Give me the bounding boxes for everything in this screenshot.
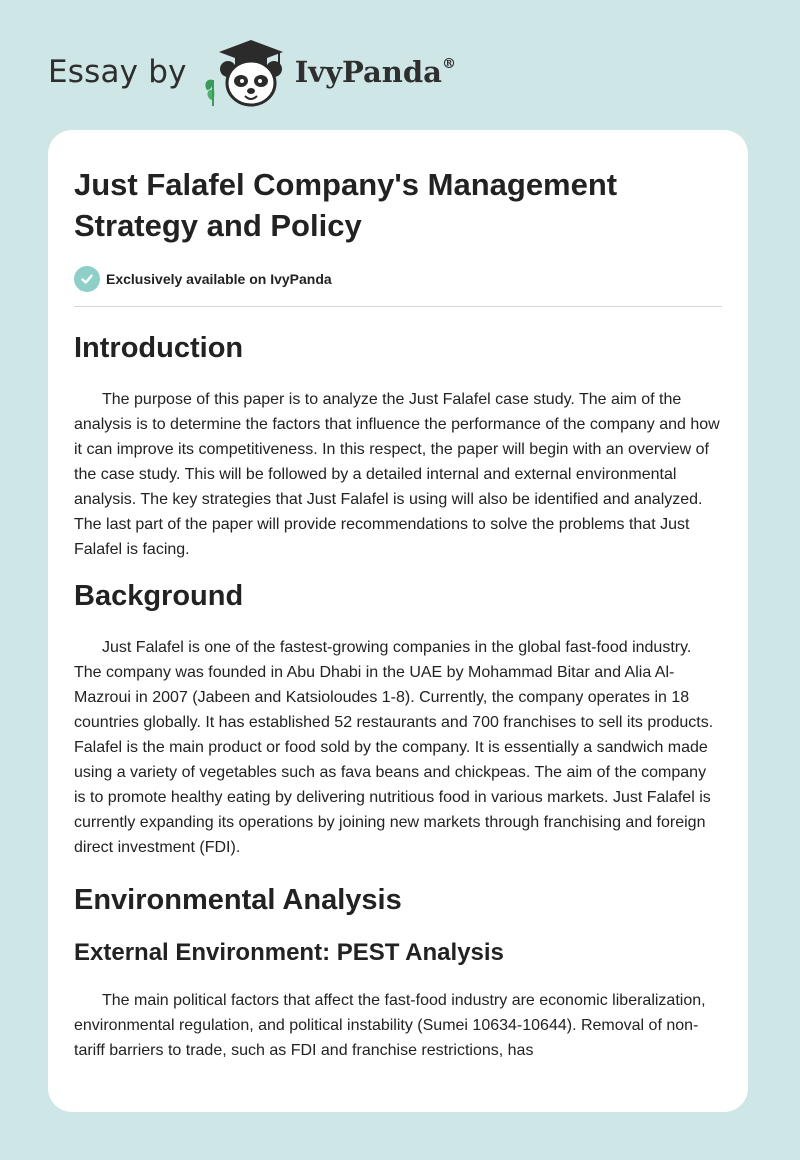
- exclusive-badge: [74, 266, 722, 292]
- heading-introduction: Introduction: [74, 332, 244, 364]
- paragraph-pest-analysis: The main political factors that affect the fast-food industry are economic liberalization, environmental regulation, and political instability (Sumei 10634-10644). Removal of non-tariff barriers to trade, such as FDI and franchise restrictions, has: [74, 992, 706, 1059]
- essay-card: [48, 130, 748, 1112]
- page-title: Just Falafel Company's Management Strategy and Policy: [74, 167, 618, 243]
- paragraph-introduction: The purpose of this paper is to analyze the Just Falafel case study. The aim of the analysis is to determine the factors that influence the performance of the company and how it can improve its competitiveness. In this respect, the paper will begin with an overview of the case study. This will be followed by a detailed internal and external environmental analysis. The key strategies that Just Falafel is using will also be identified and analyzed. The last part of the paper will provide recommendations to solve the problems that Just Falafel is facing.: [74, 391, 720, 558]
- brand-prefix: Essay by: [48, 54, 187, 90]
- subheading-pest-analysis: External Environment: PEST Analysis: [74, 939, 504, 966]
- heading-environmental-analysis: Environmental Analysis: [74, 884, 402, 916]
- paragraph-background: Just Falafel is one of the fastest-growing companies in the global fast-food industry. The company was founded in Abu Dhabi in the UAE by Mohammad Bitar and Alia Al-Mazroui in 2007 (Jabeen and Katsioloudes 1-8). Currently, the company operates in 18 countries globally. It has established 52 restaurants and 700 franchises to sell its products. Falafel is the main product or food sold by the company. It is essentially a sandwich made using a variety of vegetables such as fava beans and chickpeas. The aim of the company is to promote healthy eating by delivering nutritious food in various markets. Just Falafel is currently expanding its operations by joining new markets through franchising and foreign direct investment (FDI).: [74, 639, 714, 856]
- check-circle-icon: [74, 266, 100, 292]
- brand-header[interactable]: [48, 36, 456, 108]
- brand-name: IvyPanda®: [294, 55, 456, 89]
- divider: [74, 306, 722, 307]
- exclusive-label: Exclusively available on IvyPanda: [106, 271, 332, 287]
- panda-graduate-icon: [201, 36, 291, 108]
- heading-background: Background: [74, 580, 244, 612]
- registered-mark: ®: [441, 56, 456, 72]
